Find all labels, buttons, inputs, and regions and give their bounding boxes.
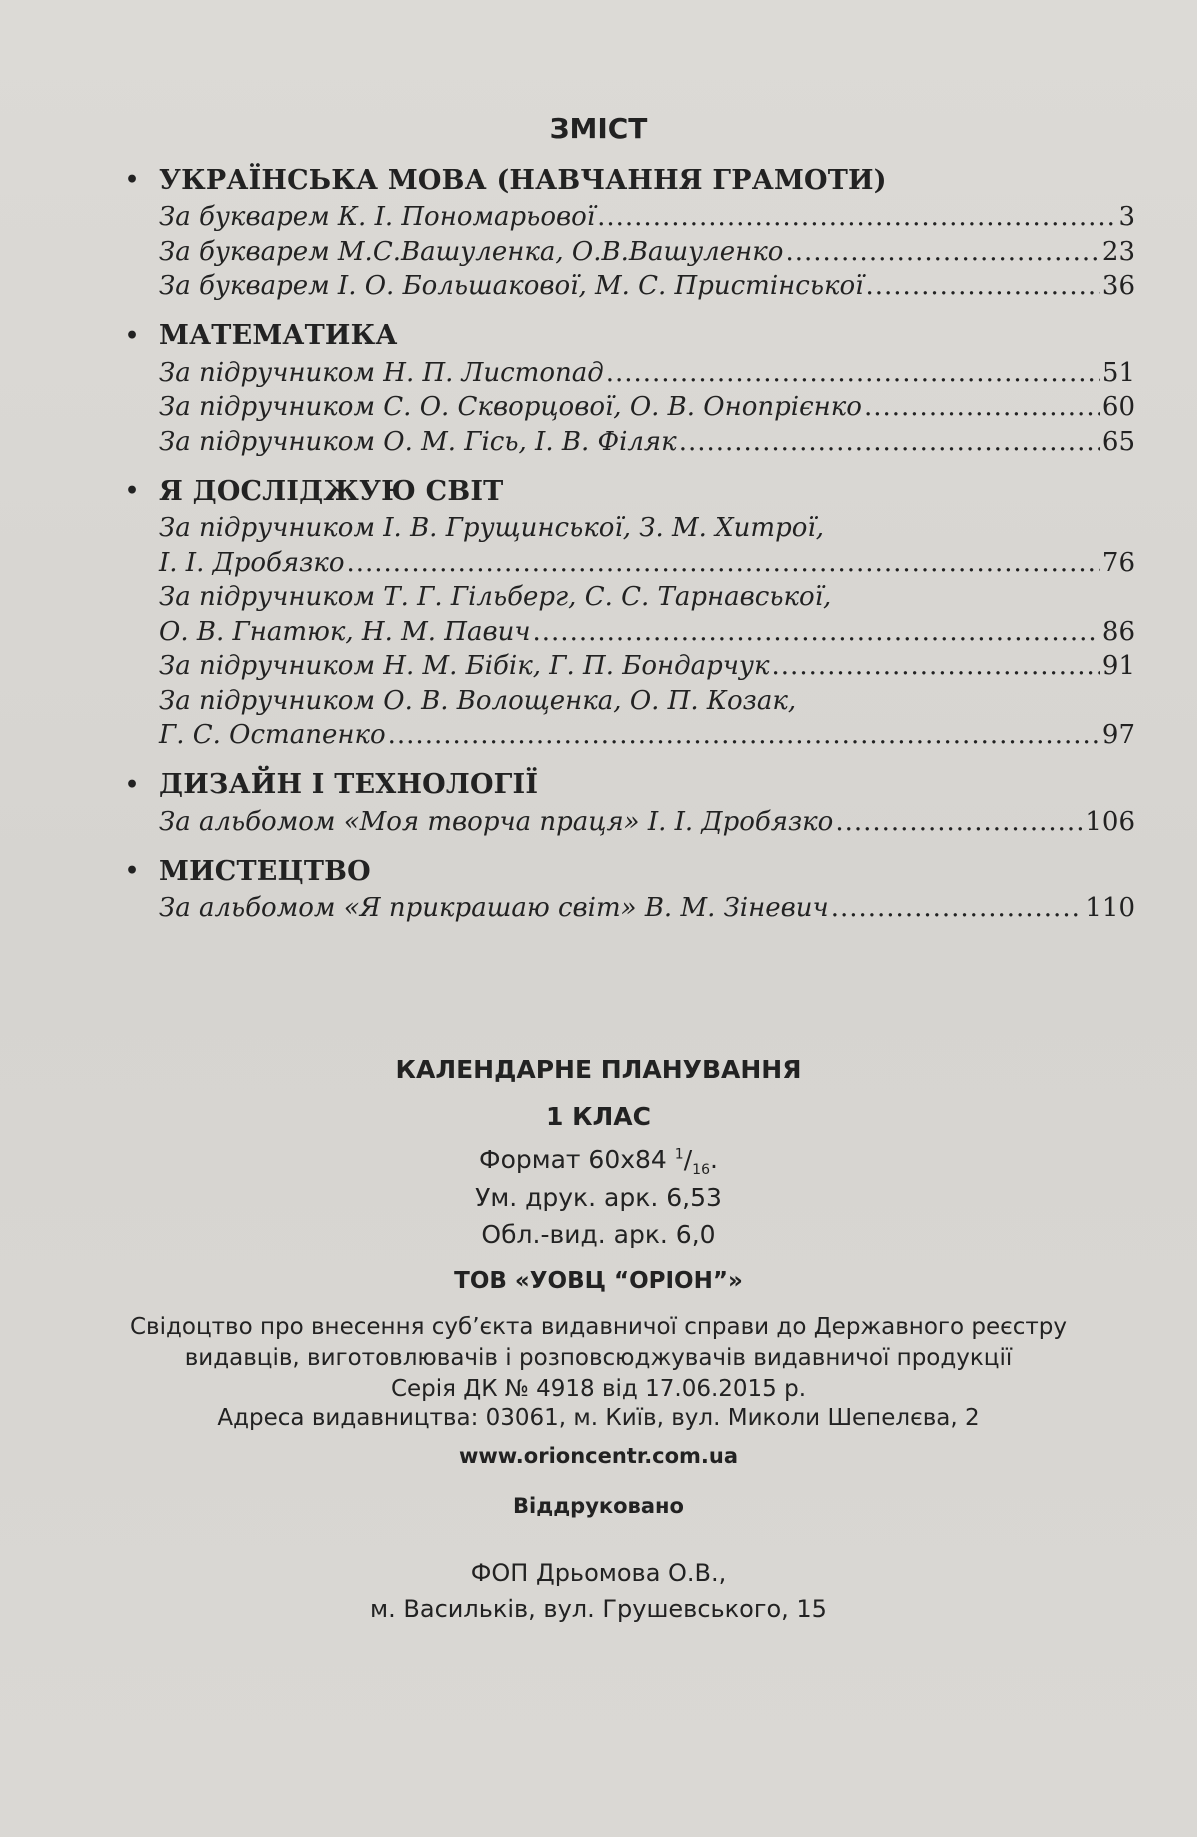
book-title: КАЛЕНДАРНЕ ПЛАНУВАННЯ — [395, 1055, 802, 1084]
bullet-icon: • — [125, 771, 140, 798]
printer-info: ФОП Дрьомова О.В., м. Васильків, вул. Грушевського, 15 — [370, 1559, 827, 1623]
dot-leader — [866, 269, 1100, 304]
toc-entry: За альбомом «Я прикрашаю світ» В. М. Зіневич ..... 110 — [159, 891, 1135, 926]
toc-entry: За букварем І. О. Большакової, М. С. Пристінської ..... 36 — [159, 269, 1135, 304]
toc-section-design — [125, 765, 1135, 840]
bullet-icon: • — [125, 858, 140, 884]
toc-entry: За підручником О. М. Гісь, І. В. Філяк ..... 65 — [159, 425, 1135, 460]
dot-leader — [388, 718, 1100, 753]
publisher-address: Адреса видавництва: 03061, м. Київ, вул. Миколи Шепелєва, 2 — [217, 1405, 980, 1431]
toc-section-math — [125, 316, 1135, 460]
page-number: 36 — [1101, 271, 1135, 301]
dot-leader — [835, 805, 1083, 840]
publication-sheets: Обл.-вид. арк. 6,0 — [481, 1220, 716, 1249]
print-sheets: Ум. друк. арк. 6,53 — [475, 1183, 722, 1212]
toc-title: ЗМІСТ — [549, 112, 648, 145]
dot-leader — [606, 356, 1100, 391]
page-number: 76 — [1101, 547, 1135, 578]
dot-leader — [533, 615, 1100, 650]
website-link: www.orioncentr.com.ua — [458, 1444, 739, 1468]
dot-leader — [785, 235, 1099, 270]
toc-entry: За підручником І. В. Грущинської, З. М. Хитрої, І. І. Дробязко ..... 76 — [159, 511, 1135, 580]
page-number: 106 — [1085, 806, 1135, 837]
toc-entry: За букварем К. І. Пономарьової ..... 3 — [159, 200, 1135, 235]
dot-leader — [597, 200, 1116, 235]
section-title: МИСТЕЦТВО — [159, 855, 371, 887]
dot-leader — [772, 649, 1100, 684]
toc-entry: За альбомом «Моя творча праця» І. І. Дробязко ..... 106 — [159, 805, 1135, 840]
section-title: МАТЕМАТИКА — [159, 320, 398, 351]
dot-leader — [831, 891, 1084, 926]
registration-certificate: Свідоцтво про внесення суб’єкта видавничої справи до Державного реєстру видавців, виготовлювачів і розповсюджувачів видавничої продукції Серія ДК № 4918 від 17.06.2015 р. — [130, 1314, 1067, 1402]
toc-entry: За букварем М.С.Вашуленка, О.В.Вашуленко ..... 23 — [159, 235, 1135, 270]
format-line: Формат 60х84 $^1/_{16}$. — [479, 1145, 718, 1178]
dot-leader — [346, 546, 1099, 581]
section-title: УКРАЇНСЬКА МОВА (НАВЧАННЯ ГРАМОТИ) — [159, 164, 887, 196]
bullet-icon: • — [125, 167, 140, 193]
page-number: 65 — [1101, 426, 1135, 457]
bullet-icon: • — [125, 478, 140, 504]
publisher-name: ТОВ «УОВЦ “ОРІОН”» — [454, 1268, 743, 1294]
page-number: 3 — [1118, 202, 1135, 232]
page-number: 91 — [1101, 651, 1135, 681]
toc-entry: За підручником Н. М. Бібік, Г. П. Бондарчук ..... 91 — [159, 649, 1135, 684]
page-number: 97 — [1101, 720, 1135, 750]
section-title: ДИЗАЙН І ТЕХНОЛОГІЇ — [159, 769, 539, 800]
bullet-icon: • — [125, 322, 140, 349]
page-number: 60 — [1101, 392, 1135, 422]
page-number: 51 — [1101, 357, 1135, 388]
toc-entry: За підручником Н. П. Листопад ..... 51 — [159, 356, 1135, 391]
printed-label: Віддруковано — [513, 1494, 684, 1518]
page-number: 86 — [1101, 616, 1135, 647]
page-number: 23 — [1101, 236, 1135, 267]
toc-entry: За підручником О. В. Волощенка, О. П. Козак, Г. С. Остапенко ..... 97 — [159, 684, 1135, 753]
toc-entry: За підручником Т. Г. Гільберг, С. С. Тарнавської, О. В. Гнатюк, Н. М. Павич ..... 86 — [159, 580, 1135, 649]
dot-leader — [864, 390, 1100, 425]
toc-section-ukrainian — [125, 160, 1135, 304]
toc-section-art — [125, 851, 1135, 926]
toc-entry: За підручником С. О. Скворцової, О. В. Онопрієнко ..... 60 — [159, 390, 1135, 425]
dot-leader — [679, 425, 1100, 460]
table-of-contents — [125, 160, 1135, 926]
grade-label: 1 КЛАС — [546, 1102, 651, 1131]
section-title: Я ДОСЛІДЖУЮ СВІТ — [159, 475, 504, 507]
page-number: 110 — [1085, 893, 1135, 923]
toc-section-world — [125, 471, 1135, 753]
